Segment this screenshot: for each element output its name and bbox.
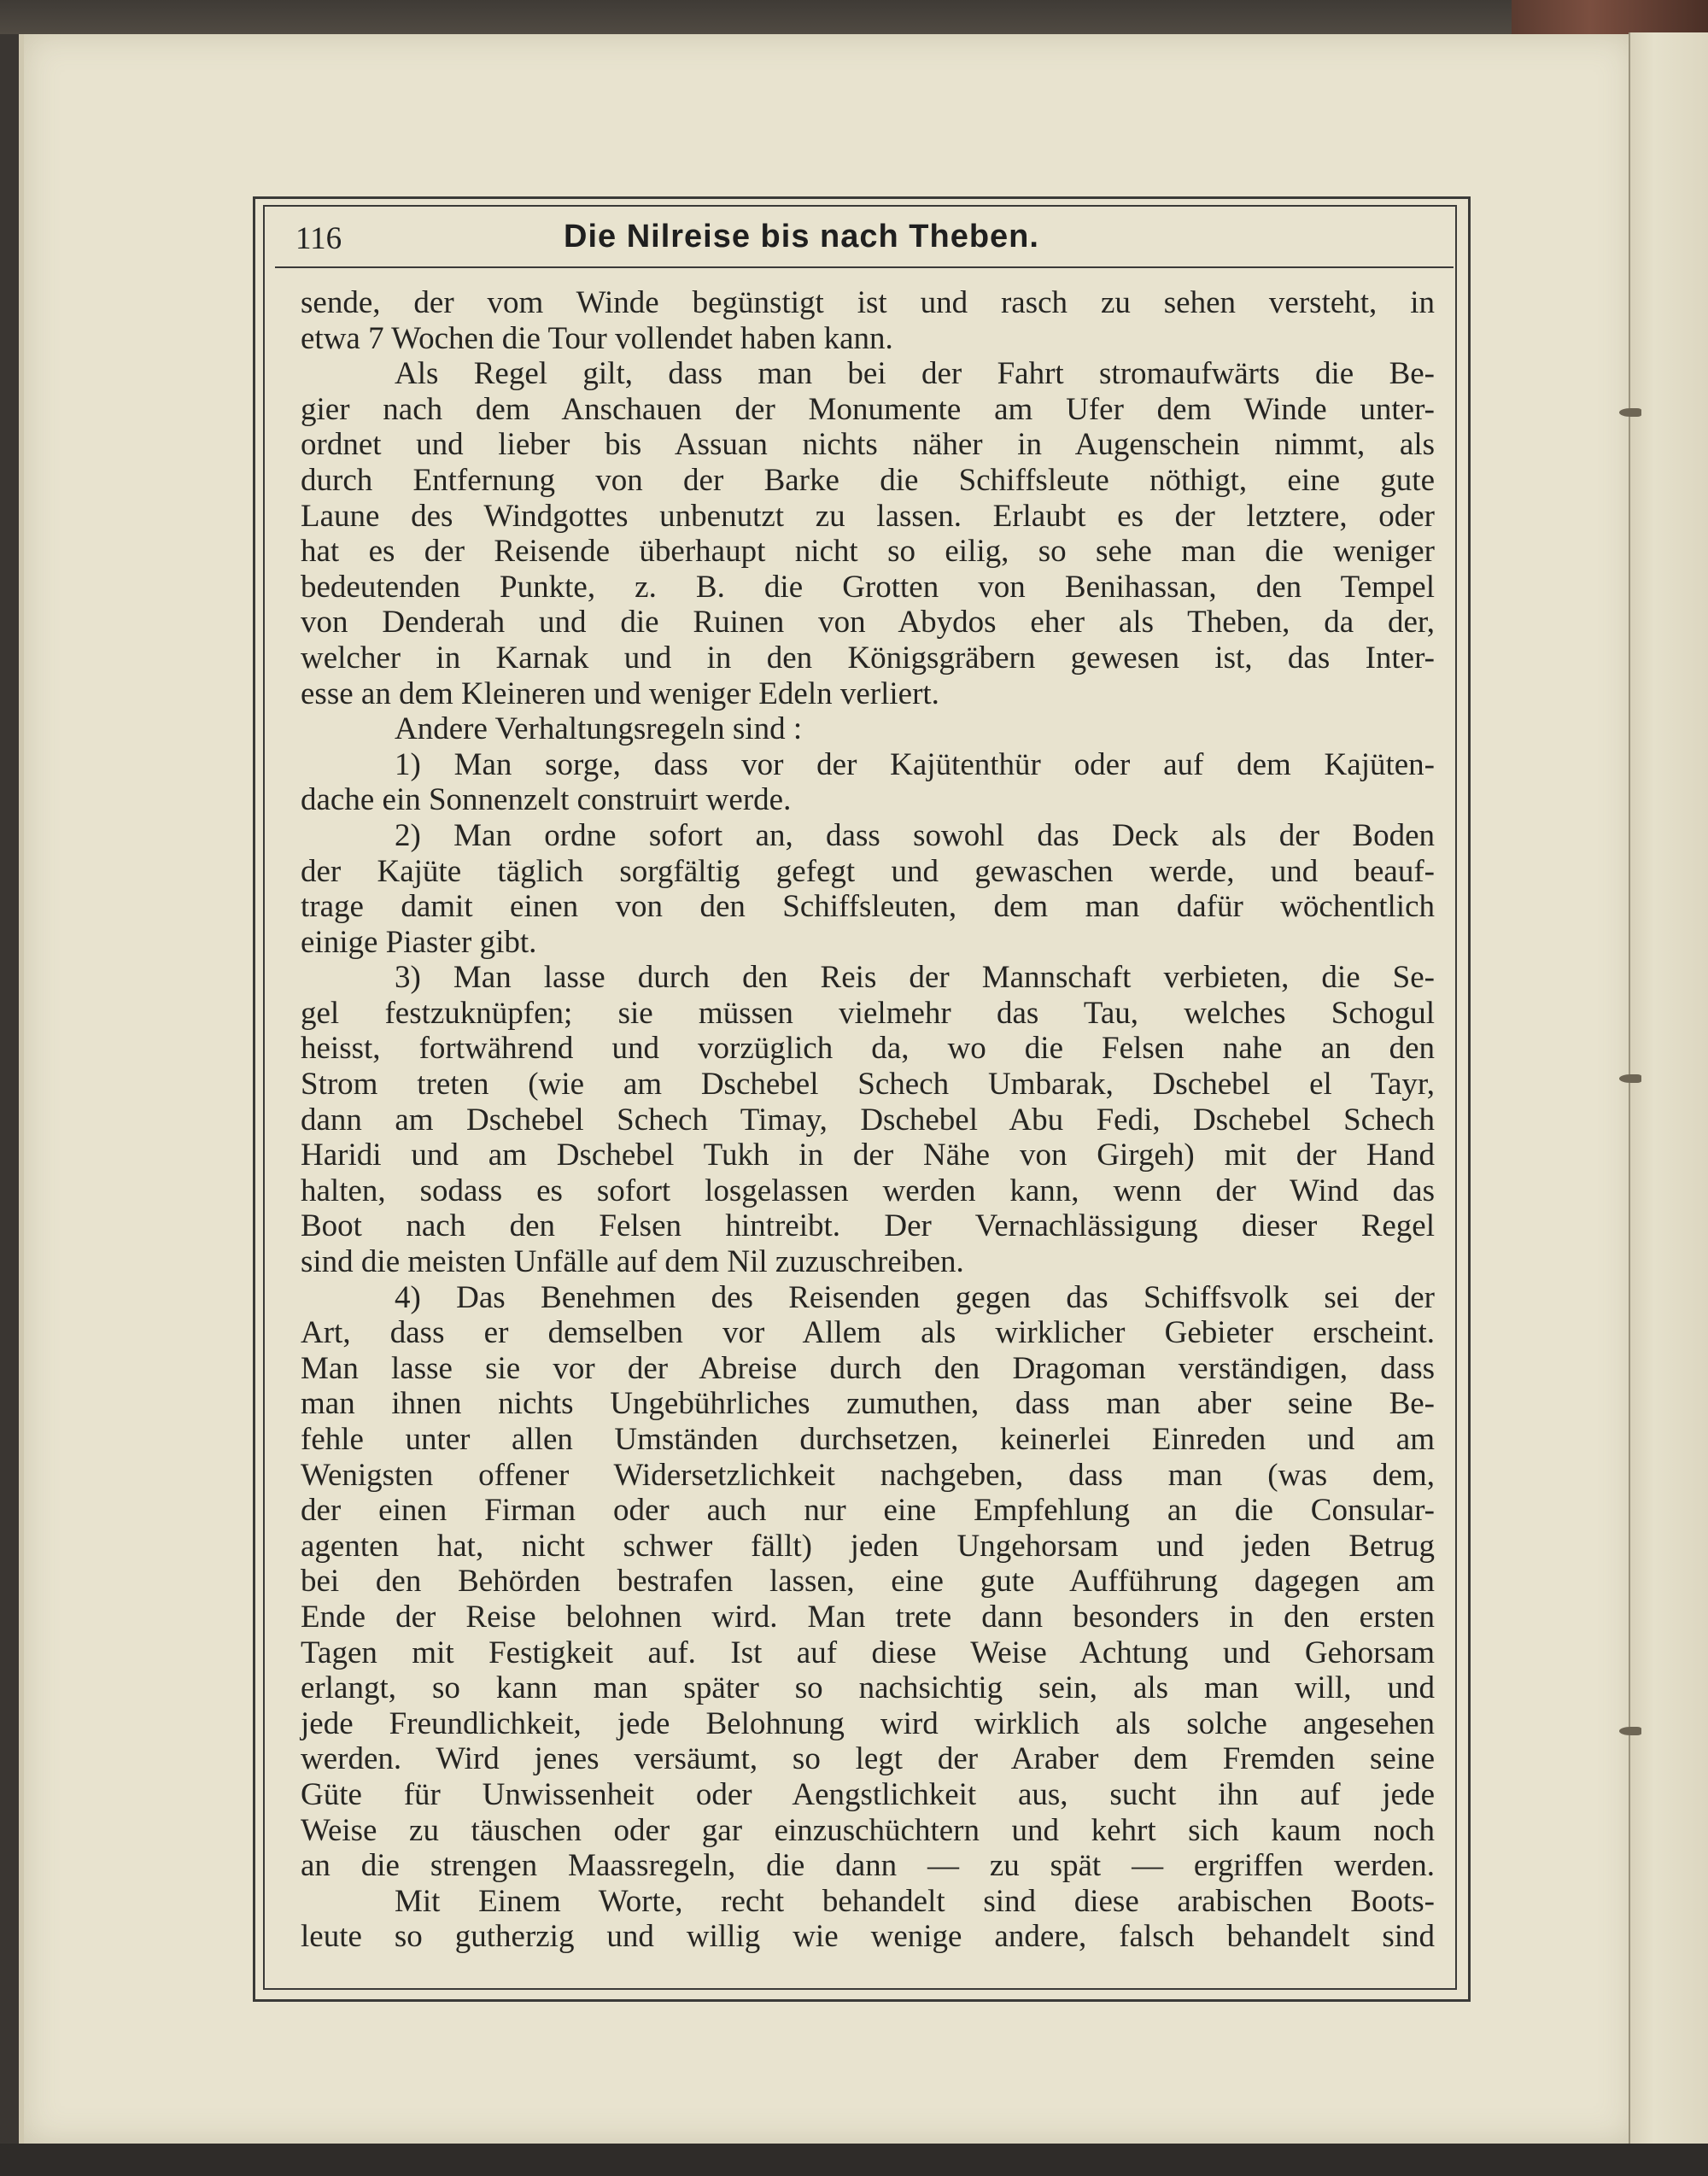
page-header bbox=[290, 215, 1443, 263]
binding-thread bbox=[1619, 1074, 1641, 1083]
book-edge-top bbox=[0, 0, 1708, 34]
text-line: Boot nach den Felsen hintreibt. Der Vernachlässigung dieser Regel bbox=[301, 1208, 1435, 1244]
text-line: bei den Behörden bestrafen lassen, eine gute Aufführung dagegen am bbox=[301, 1564, 1435, 1600]
text-line: Weise zu täuschen oder gar einzuschüchtern und kehrt sich kaum noch bbox=[301, 1812, 1435, 1848]
text-line: dann am Dschebel Schech Timay, Dschebel Abu Fedi, Dschebel Schech bbox=[301, 1102, 1435, 1138]
header-rule bbox=[275, 266, 1454, 268]
text-line: Haridi und am Dschebel Tukh in der Nähe von Girgeh) mit der Hand bbox=[301, 1138, 1435, 1173]
text-line: jede Freundlichkeit, jede Belohnung wird wirklich als solche angesehen bbox=[301, 1705, 1435, 1741]
text-line: sende, der vom Winde begünstigt ist und rasch zu sehen versteht, in bbox=[301, 285, 1435, 320]
text-line: dache ein Sonnenzelt construirt werde. bbox=[301, 782, 792, 818]
text-line: von Denderah und die Ruinen von Abydos eher als Theben, da der, bbox=[301, 605, 1435, 641]
text-line: welcher in Karnak und in den Königsgräbern gewesen ist, das Inter- bbox=[301, 640, 1435, 676]
text-line: Andere Verhaltungsregeln sind : bbox=[395, 711, 803, 747]
text-line: trage damit einen von den Schiffsleuten, dem man dafür wöchentlich bbox=[301, 889, 1435, 925]
text-line: werden. Wird jenes versäumt, so legt der Araber dem Fremden seine bbox=[301, 1741, 1435, 1777]
text-line: halten, sodass es sofort losgelassen werden kann, wenn der Wind das bbox=[301, 1173, 1435, 1208]
body-text bbox=[301, 285, 1435, 1955]
text-line: hat es der Reisende überhaupt nicht so eilig, so sehe man die weniger bbox=[301, 534, 1435, 570]
text-line: an die strengen Maassregeln, die dann — zu spät — ergriffen werden. bbox=[301, 1848, 1435, 1884]
text-line: etwa 7 Wochen die Tour vollendet haben kann. bbox=[301, 320, 893, 356]
text-line: heisst, fortwährend und vorzüglich da, wo die Felsen nahe an den bbox=[301, 1031, 1435, 1067]
text-line: Wenigsten offener Widersetzlichkeit nachgeben, dass man (was dem, bbox=[301, 1457, 1435, 1493]
text-line: gel festzuknüpfen; sie müssen vielmehr das Tau, welches Schogul bbox=[301, 995, 1435, 1031]
text-line: Tagen mit Festigkeit auf. Ist auf diese Weise Achtung und Gehorsam bbox=[301, 1635, 1435, 1670]
text-line: Strom treten (wie am Dschebel Schech Umbarak, Dschebel el Tayr, bbox=[301, 1067, 1435, 1103]
text-line: einige Piaster gibt. bbox=[301, 924, 537, 960]
text-line: gier nach dem Anschauen der Monumente am Ufer dem Winde unter- bbox=[301, 391, 1435, 427]
next-page-edge bbox=[1629, 32, 1708, 2144]
text-line: leute so gutherzig und willig wie wenige andere, falsch behandelt sind bbox=[301, 1919, 1435, 1955]
book-bottom-edge bbox=[0, 2144, 1708, 2176]
text-line: 3) Man lasse durch den Reis der Mannschaft verbieten, die Se- bbox=[395, 960, 1435, 996]
text-line: Laune des Windgottes unbenutzt zu lassen. Erlaubt es der letztere, oder bbox=[301, 498, 1435, 534]
text-line: fehle unter allen Umständen durchsetzen, keinerlei Einreden und am bbox=[301, 1422, 1435, 1457]
text-line: erlangt, so kann man später so nachsichtig sein, als man will, und bbox=[301, 1670, 1435, 1706]
text-line: Art, dass er demselben vor Allem als wirklicher Gebieter erscheint. bbox=[301, 1315, 1435, 1351]
text-line: Man lasse sie vor der Abreise durch den Dragoman verständigen, dass bbox=[301, 1350, 1435, 1386]
text-line: esse an dem Kleineren und weniger Edeln verliert. bbox=[301, 676, 939, 711]
text-line: der Kajüte täglich sorgfältig gefegt und gewaschen werde, und beauf- bbox=[301, 853, 1435, 889]
text-line: bedeutenden Punkte, z. B. die Grotten von Benihassan, den Tempel bbox=[301, 569, 1435, 605]
text-line: sind die meisten Unfälle auf dem Nil zuzuschreiben. bbox=[301, 1244, 964, 1280]
text-line: agenten hat, nicht schwer fällt) jeden Ungehorsam und jeden Betrug bbox=[301, 1528, 1435, 1564]
text-line: ordnet und lieber bis Assuan nichts näher in Augenschein nimmt, als bbox=[301, 427, 1435, 463]
text-line: Mit Einem Worte, recht behandelt sind diese arabischen Boots- bbox=[395, 1883, 1435, 1919]
text-line: der einen Firman oder auch nur eine Empfehlung an die Consular- bbox=[301, 1493, 1435, 1529]
page-number: 116 bbox=[295, 221, 342, 256]
text-line: Als Regel gilt, dass man bei der Fahrt stromaufwärts die Be- bbox=[395, 356, 1435, 392]
running-title: Die Nilreise bis nach Theben. bbox=[564, 219, 1039, 254]
binding-thread bbox=[1619, 408, 1641, 417]
text-line: durch Entfernung von der Barke die Schiffsleute nöthigt, eine gute bbox=[301, 462, 1435, 498]
text-line: 4) Das Benehmen des Reisenden gegen das Schiffsvolk sei der bbox=[395, 1279, 1435, 1315]
text-line: 2) Man ordne sofort an, dass sowohl das Deck als der Boden bbox=[395, 817, 1435, 853]
text-line: Güte für Unwissenheit oder Aengstlichkeit aus, sucht ihn auf jede bbox=[301, 1776, 1435, 1812]
text-line: Ende der Reise belohnen wird. Man trete dann besonders in den ersten bbox=[301, 1599, 1435, 1635]
text-line: 1) Man sorge, dass vor der Kajütenthür oder auf dem Kajüten- bbox=[395, 746, 1435, 782]
binding-thread bbox=[1619, 1727, 1641, 1735]
text-line: man ihnen nichts Ungebührliches zumuthen, dass man aber seine Be- bbox=[301, 1386, 1435, 1422]
